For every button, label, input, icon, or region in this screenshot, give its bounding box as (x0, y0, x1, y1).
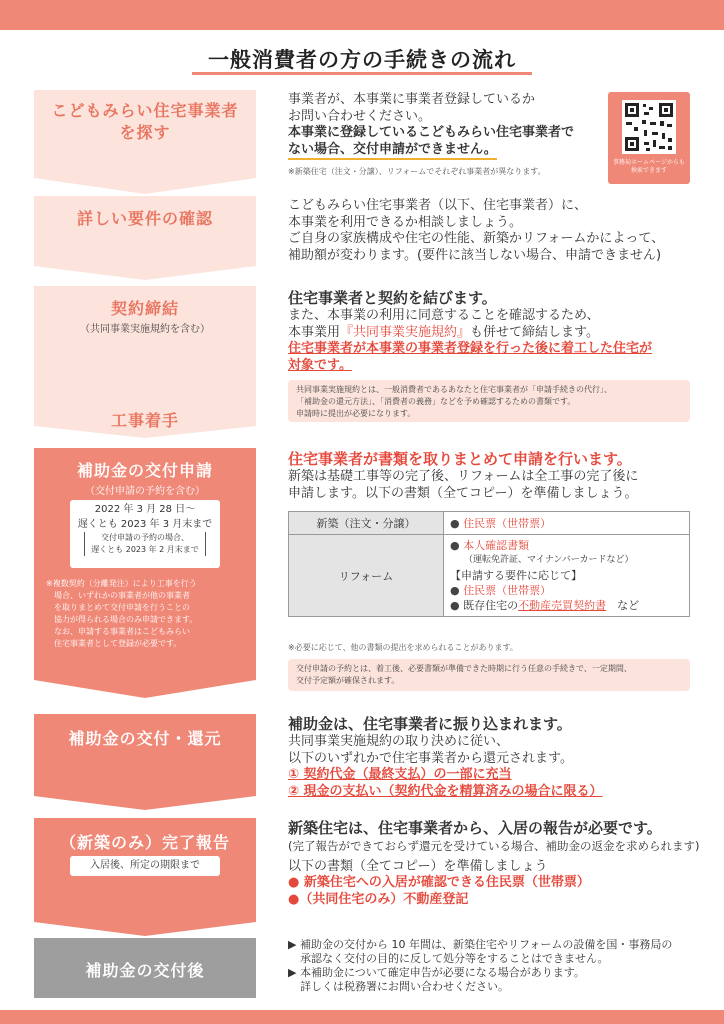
page-title: 一般消費者の方の手続きの流れ (208, 48, 516, 72)
step-payout (34, 714, 256, 810)
step1-label: こどもみらい住宅事業者 を探す (51, 101, 239, 142)
step3-label2: 工事着手 (110, 411, 179, 430)
table-cell-new-label: 新築（注文・分譲） (289, 512, 444, 535)
step4-sub: （交付申請の予約を含む） (85, 486, 205, 497)
required-documents-table (288, 511, 690, 617)
step-apply-subsidy (34, 448, 256, 688)
step4-label: 補助金の交付申請 (76, 461, 213, 480)
table-cell-reform-docs: ● 本人確認書類 （運転免許証、マイナンバーカードなど） 【申請する要件に応じて】 ● 住民票（世帯票） ● 既存住宅の不動産売買契約書 など (444, 535, 690, 617)
table-note: ※必要に応じて、他の書類の提出を求められることがあります。 (288, 643, 518, 652)
step4-text: 住宅事業者が書類を取りまとめて申請を行います。 新築は基礎工事等の完了後、リフォームは全工事の完了後に 申請します。以下の書類（全てコピー）を準備しましょう。 (288, 450, 639, 501)
step3-sub: （共同事業実施規約を含む） (80, 324, 210, 335)
step4-period-box: 2022 年 3 月 28 日〜 遅くとも 2023 年 3 月末まで 交付申請の予約の場合、 遅くとも 2023 年 2 月末まで (70, 500, 220, 568)
footer-band (0, 1010, 724, 1024)
step-check-requirements (34, 196, 256, 280)
step-find-business (34, 90, 256, 190)
table-row-new (289, 512, 690, 535)
step7-text: ▶ 補助金の交付から 10 年間は、新築住宅やリフォームの設備を国・事務局の 承認なく交付の目的に反して処分等をすることはできません。 ▶ 本補助金について確定申告が必要になる場合があります。 詳しくは税務署にお問い合わせください。 (288, 938, 673, 993)
table-cell-reform-label: リフォーム (289, 535, 444, 617)
step3-label: 契約締結 (110, 299, 179, 318)
step-after-payout (34, 938, 256, 998)
table-cell-new-doc: ● 住民票（世帯票） (444, 512, 690, 535)
table-row-reform (289, 535, 690, 617)
step-contract (34, 286, 256, 436)
qr-box (608, 92, 690, 184)
title-underline (192, 72, 532, 75)
step7-label: 補助金の交付後 (85, 961, 205, 980)
step4-reservation-deadline: 交付申請の予約の場合、 遅くとも 2023 年 2 月末まで (84, 532, 206, 556)
step1-note: ※新築住宅（注文・分譲）、リフォームでそれぞれ事業者が異なります。 (288, 167, 546, 176)
qr-caption: 事務局ホームページからも 検索できます (613, 159, 685, 174)
step4-info-box: 交付申請の予約とは、着工後、必要書類が準備できた時期に行う任意の手続きで、一定期間、 交付予定額が確保されます。 (288, 659, 690, 691)
step2-text: こどもみらい住宅事業者（以下、住宅事業者）に、 本事業を利用できるか相談しましょう。 ご自身の家族構成や住宅の性能、新築かリフォームかによって、 補助額が変わります。(要件に該当しない場合、申請できません) (288, 198, 665, 263)
step4-notes: ※複数契約（分離発注）により工事を行う 場合、いずれかの事業者が他の事業者 を取りまとめて交付申請を行うことの 協力が得られる場合のみ申請できます。 なお、申請する事業者はこどもみらい 住宅事業者として登録が必要です。 (46, 579, 198, 648)
header-band (0, 0, 724, 30)
step3-text: 住宅事業者と契約を結びます。 また、本事業の利用に同意することを確認するため、 本事業用『共同事業実施規約』も併せて締結します。 住宅事業者が本事業の事業者登録を行った後に着工した住宅が 対象です。 (288, 289, 653, 373)
step5-text: 補助金は、住宅事業者に振り込まれます。 共同事業実施規約の取り決めに従い、 以下のいずれかで住宅事業者から還元されます。 ① 契約代金（最終支払）の一部に充当 ② 現金の支払い（契約代金を精算済みの場合に限る） (288, 715, 603, 799)
step6-deadline-box: 入居後、所定の期限まで (70, 856, 220, 876)
step3-info-box: 共同事業実施規約とは、一般消費者であるあなたと住宅事業者が「申請手続きの代行」、 「補助金の還元方法」、「消費者の義務」などを予め確認するための書類です。 申請時に提出が必要になります。 (288, 380, 690, 422)
step5-label: 補助金の交付・還元 (68, 729, 222, 748)
step6-text: 新築住宅は、住宅事業者から、入居の報告が必要です。 (完了報告ができておらず還元を受けている場合、補助金の返金を求められます) 以下の書類（全てコピー）を準備しましょう ● 新築住宅への入居が確認できる住民票（世帯票） ●（共同住宅のみ）不動産登記 (288, 819, 700, 907)
qr-code-icon[interactable] (622, 100, 676, 154)
step2-label: 詳しい要件の確認 (76, 209, 213, 228)
step6-label: （新築のみ）完了報告 (59, 833, 230, 852)
step1-text: 事業者が、本事業に事業者登録しているか お問い合わせください。 本事業に登録しているこどもみらい住宅事業者で ない場合、交付申請ができません。 (288, 92, 606, 160)
step-completion-report (34, 818, 256, 934)
